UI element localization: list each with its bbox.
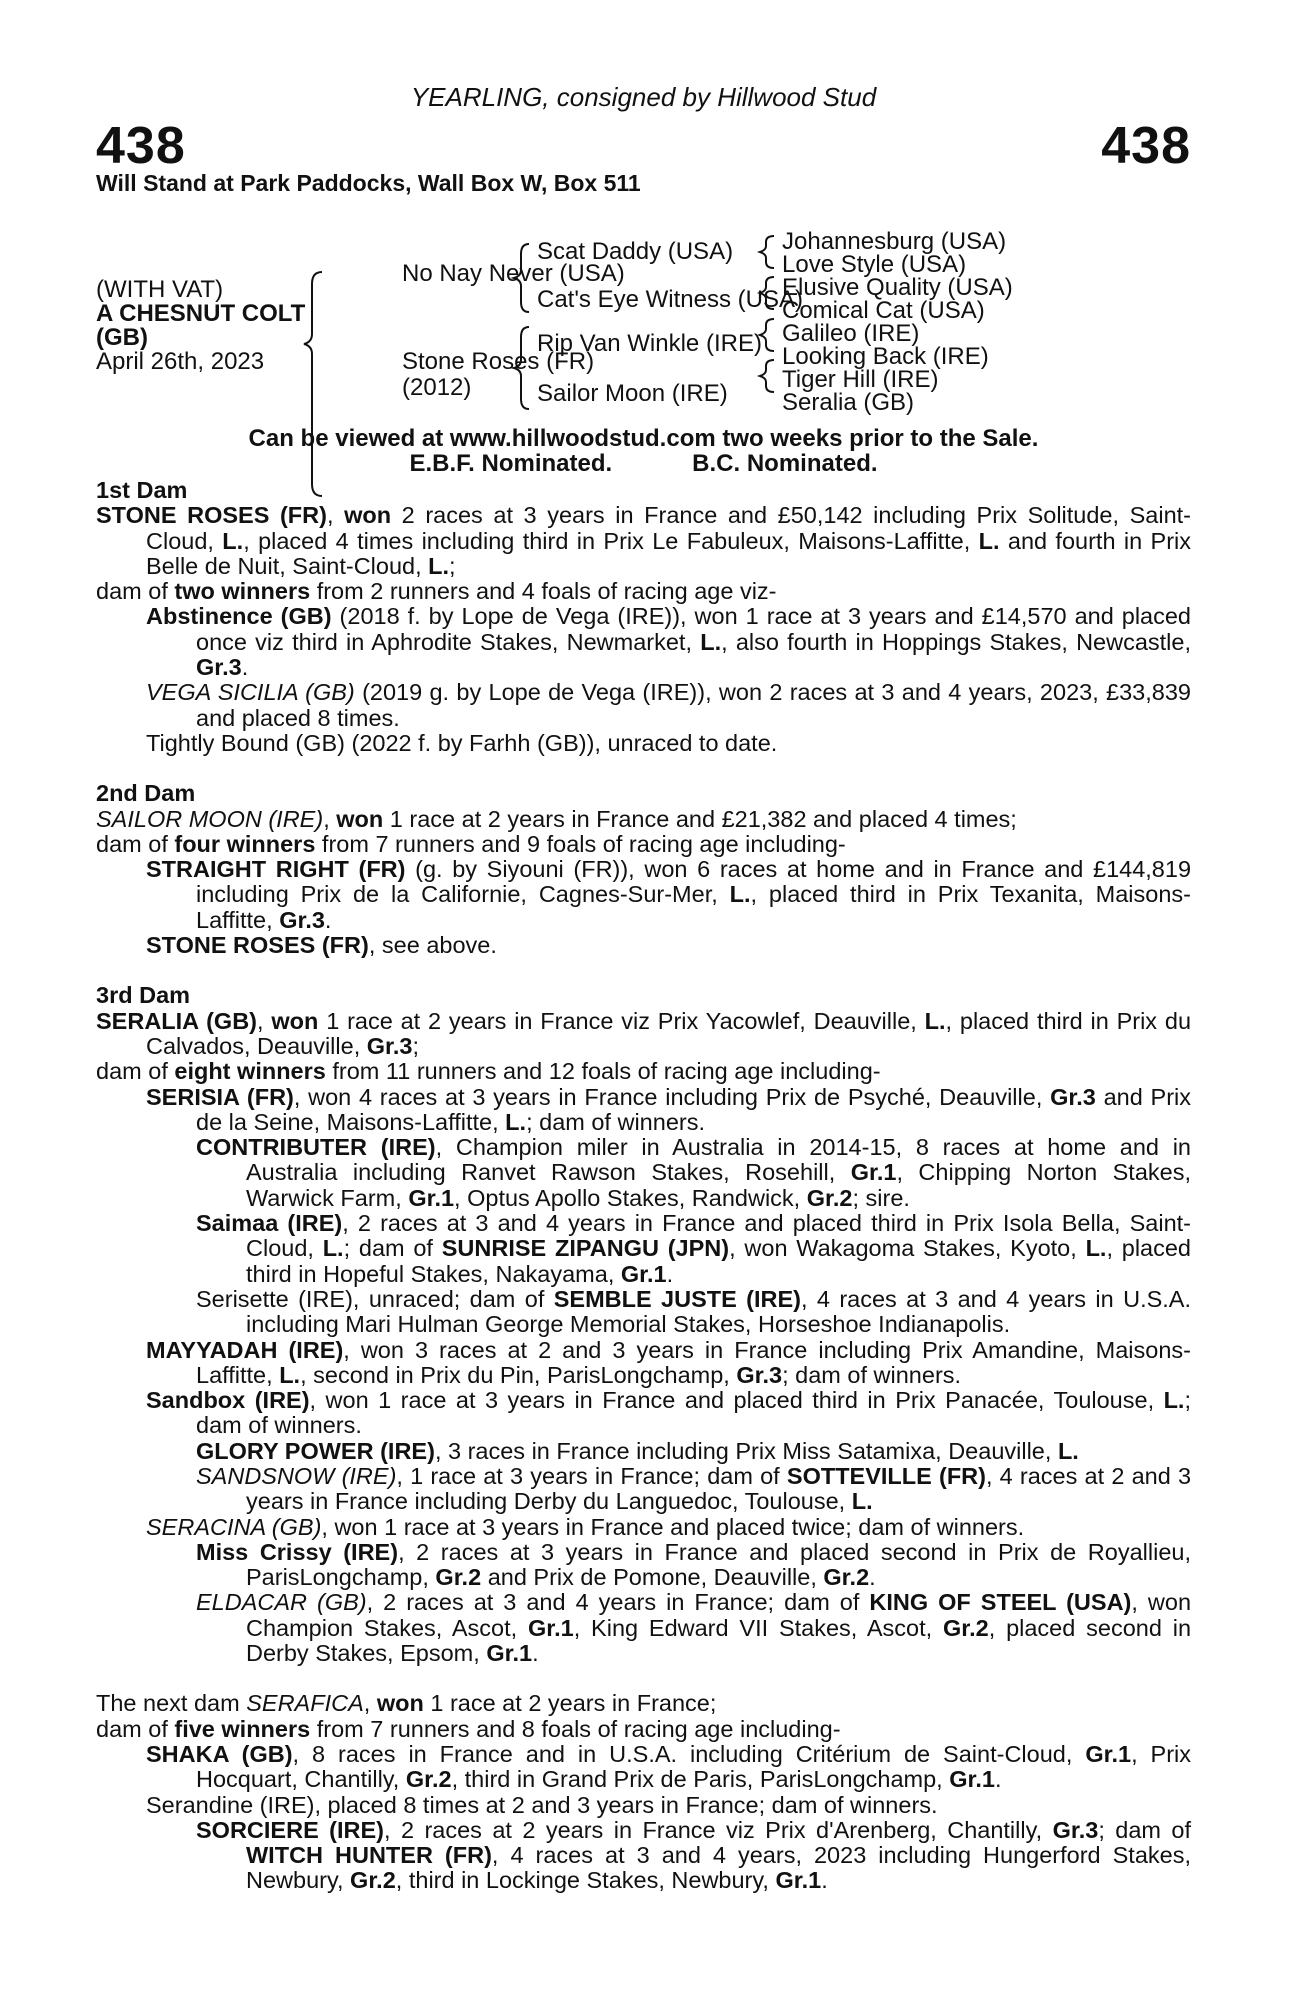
bracket-g4 (760, 360, 774, 392)
bc-nominated: B.C. Nominated. (692, 450, 878, 477)
produce-mayyadah: MAYYADAH (IRE), won 3 races at 2 and 3 years in France including Prix Amandine, Maisons-Laffitte, L., second in Prix du Pin, ParisLongchamp, Gr.3; dam of winners. (146, 1336, 1191, 1388)
produce-sandsnow: SANDSNOW (IRE), 1 race at 3 years in France; dam of SOTTEVILLE (FR), 4 races at 2 and 3 years in France including Derby du Languedoc, Toulouse, L. (196, 1462, 1192, 1515)
granddam-2: Comical Cat (USA) (782, 297, 985, 324)
first-dam-produce: dam of two winners from 2 runners and 4 foals of racing age viz- (96, 578, 777, 605)
viewing-notice (96, 426, 1191, 476)
stand-location: Will Stand at Park Paddocks, Wall Box W, Box 511 (96, 170, 641, 196)
first-dam-heading: 1st Dam (96, 477, 188, 503)
lot-number-left: 438 (96, 117, 186, 175)
third-dam-heading: 3rd Dam (96, 982, 191, 1009)
produce-straight-right: STRAIGHT RIGHT (FR) (g. by Siyouni (FR)), won 6 races at home and in France and £144,819 including Prix de la Californie, Cagnes-Sur-Mer, L., placed third in Prix Texanita, Maisons-Laffitte, Gr.3. (146, 856, 1192, 933)
grandsire-1: Johannesburg (USA) (782, 228, 1007, 255)
next-dam-para: The next dam SERAFICA, won 1 race at 2 years in France; (96, 1690, 717, 1717)
granddam-3: Looking Back (IRE) (782, 343, 989, 370)
second-dam-produce: dam of four winners from 7 runners and 9 foals of racing age including- (96, 830, 846, 857)
granddam-4: Seralia (GB) (782, 389, 915, 416)
ebf-nominated: E.B.F. Nominated. (409, 450, 613, 477)
sire-dam: Cat's Eye Witness (USA) (537, 286, 803, 313)
granddam-1: Love Style (USA) (782, 251, 967, 278)
produce-miss-crissy: Miss Crissy (IRE), 2 races at 3 years in France and placed second in Prix de Royallieu, ParisLongchamp, Gr.2 and Prix de Pomone, Deauville, Gr.2. (196, 1538, 1191, 1591)
produce-sandbox: Sandbox (IRE), won 1 race at 3 years in France and placed third in Prix Panacée, Toulouse, L.; dam of winners. (146, 1387, 1191, 1439)
dam-dam: Sailor Moon (IRE) (537, 380, 728, 407)
lot-name: A CHESNUT COLT (96, 300, 306, 327)
next-dam-produce: dam of five winners from 7 runners and 8 foals of racing age including- (96, 1715, 841, 1742)
third-dam-produce: dam of eight winners from 11 runners and 12 foals of racing age including- (96, 1058, 881, 1085)
produce-abstinence: Abstinence (GB) (2018 f. by Lope de Vega (IRE)), won 1 race at 3 years and £14,570 and placed once viz third in Aphrodite Stakes, Newmarket, L., also fourth in Hoppings Stakes, Newcastle, Gr.3. (146, 603, 1191, 681)
catalogue-text (96, 478, 1191, 1894)
nominations (96, 451, 1191, 476)
produce-contributer: CONTRIBUTER (IRE), Champion miler in Australia in 2014-15, 8 races at home and in Australia including Ranvet Rawson Stakes, Rosehill, Gr.1, Chipping Norton Stakes, Warwick Farm, Gr.1, Optus Apollo Stakes, Randwick, Gr.2; sire. (196, 1134, 1191, 1211)
lot-country: (GB) (96, 324, 148, 351)
produce-eldacar: ELDACAR (GB), 2 races at 3 and 4 years in France; dam of KING OF STEEL (USA), won Champion Stakes, Ascot, Gr.1, King Edward VII Stakes, Ascot, Gr.2, placed second in Derby Stakes, Epsom, Gr.1. (196, 1589, 1192, 1667)
second-dam-heading: 2nd Dam (96, 780, 196, 807)
produce-serisette: Serisette (IRE), unraced; dam of SEMBLE JUSTE (IRE), 4 races at 3 and 4 years in U.S.A. including Mari Hulman George Memorial Stakes, Horseshoe Indianapolis. (196, 1285, 1192, 1338)
produce-sorciere: SORCIERE (IRE), 2 races at 2 years in France viz Prix d'Arenberg, Chantilly, Gr.3; dam of WITCH HUNTER (FR), 4 races at 3 and 4 years, 2023 including Hungerford Stakes, Newbury, Gr.2, third in Lockinge Stakes, Newbury, Gr.1. (196, 1816, 1192, 1894)
grandsire-2: Elusive Quality (USA) (782, 274, 1013, 301)
produce-shaka: SHAKA (GB), 8 races in France and in U.S.A. including Critérium de Saint-Cloud, Gr.1, Prix Hocquart, Chantilly, Gr.2, third in Grand Prix de Paris, ParisLongchamp, Gr.1. (146, 1740, 1192, 1793)
produce-serisia: SERISIA (FR), won 4 races at 3 years in France including Prix de Psyché, Deauville, Gr.3 and Prix de la Seine, Maisons-Laffitte, L.; dam of winners. (146, 1083, 1192, 1135)
produce-vega-sicilia: VEGA SICILIA (GB) (2019 g. by Lope de Vega (IRE)), won 2 races at 3 and 4 years, 2023, £33,839 and placed 8 times. (146, 679, 1191, 731)
foaled-date: April 26th, 2023 (96, 348, 265, 375)
viewing-line: Can be viewed at www.hillwoodstud.com two weeks prior to the Sale. (248, 425, 1039, 452)
produce-tightly-bound: Tightly Bound (GB) (2022 f. by Farhh (GB)), unraced to date. (146, 729, 778, 756)
produce-seracina: SERACINA (GB), won 1 race at 3 years in France and placed twice; dam of winners. (146, 1513, 1025, 1540)
produce-stone-roses: STONE ROSES (FR), see above. (146, 932, 497, 959)
grandsire-3: Galileo (IRE) (782, 320, 920, 347)
vat-note: (WITH VAT) (96, 276, 224, 303)
first-dam-para: STONE ROSES (FR), won 2 races at 3 years in France and £50,142 including Prix Solitude, Saint-Cloud, L., placed 4 times including third in Prix Le Fabuleux, Maisons-Laffitte, L. and fourth in Prix Belle de Nuit, Saint-Cloud, L.; (96, 502, 1192, 579)
third-dam-para: SERALIA (GB), won 1 race at 2 years in France viz Prix Yacowlef, Deauville, L., placed third in Prix du Calvados, Deauville, Gr.3; (96, 1007, 1192, 1059)
grandsire-4: Tiger Hill (IRE) (782, 366, 939, 393)
sire-sire: Scat Daddy (USA) (537, 238, 734, 265)
bracket-g1 (760, 236, 774, 268)
dam-year: (2012) (402, 374, 472, 401)
produce-glory-power: GLORY POWER (IRE), 3 races in France including Prix Miss Satamixa, Deauville, L. (196, 1437, 1079, 1464)
produce-serandine: Serandine (IRE), placed 8 times at 2 and 3 years in France; dam of winners. (146, 1791, 938, 1818)
dam-sire: Rip Van Winkle (IRE) (537, 330, 762, 357)
bracket-g3 (760, 319, 774, 351)
consignor-line: YEARLING, consigned by Hillwood Stud (410, 82, 877, 112)
dam-name: Stone Roses (FR) (402, 348, 595, 375)
second-dam-para: SAILOR MOON (IRE), won 1 race at 2 years in France and £21,382 and placed 4 times; (96, 805, 1017, 832)
sire-name: No Nay Never (USA) (402, 260, 625, 287)
lot-number-right: 438 (1101, 117, 1191, 175)
produce-saimaa: Saimaa (IRE), 2 races at 3 and 4 years in France and placed third in Prix Isola Bella, Saint-Cloud, L.; dam of SUNRISE ZIPANGU (JPN), won Wakagoma Stakes, Kyoto, L., placed third in Hopeful Stakes, Nakayama, Gr.1. (196, 1210, 1191, 1287)
